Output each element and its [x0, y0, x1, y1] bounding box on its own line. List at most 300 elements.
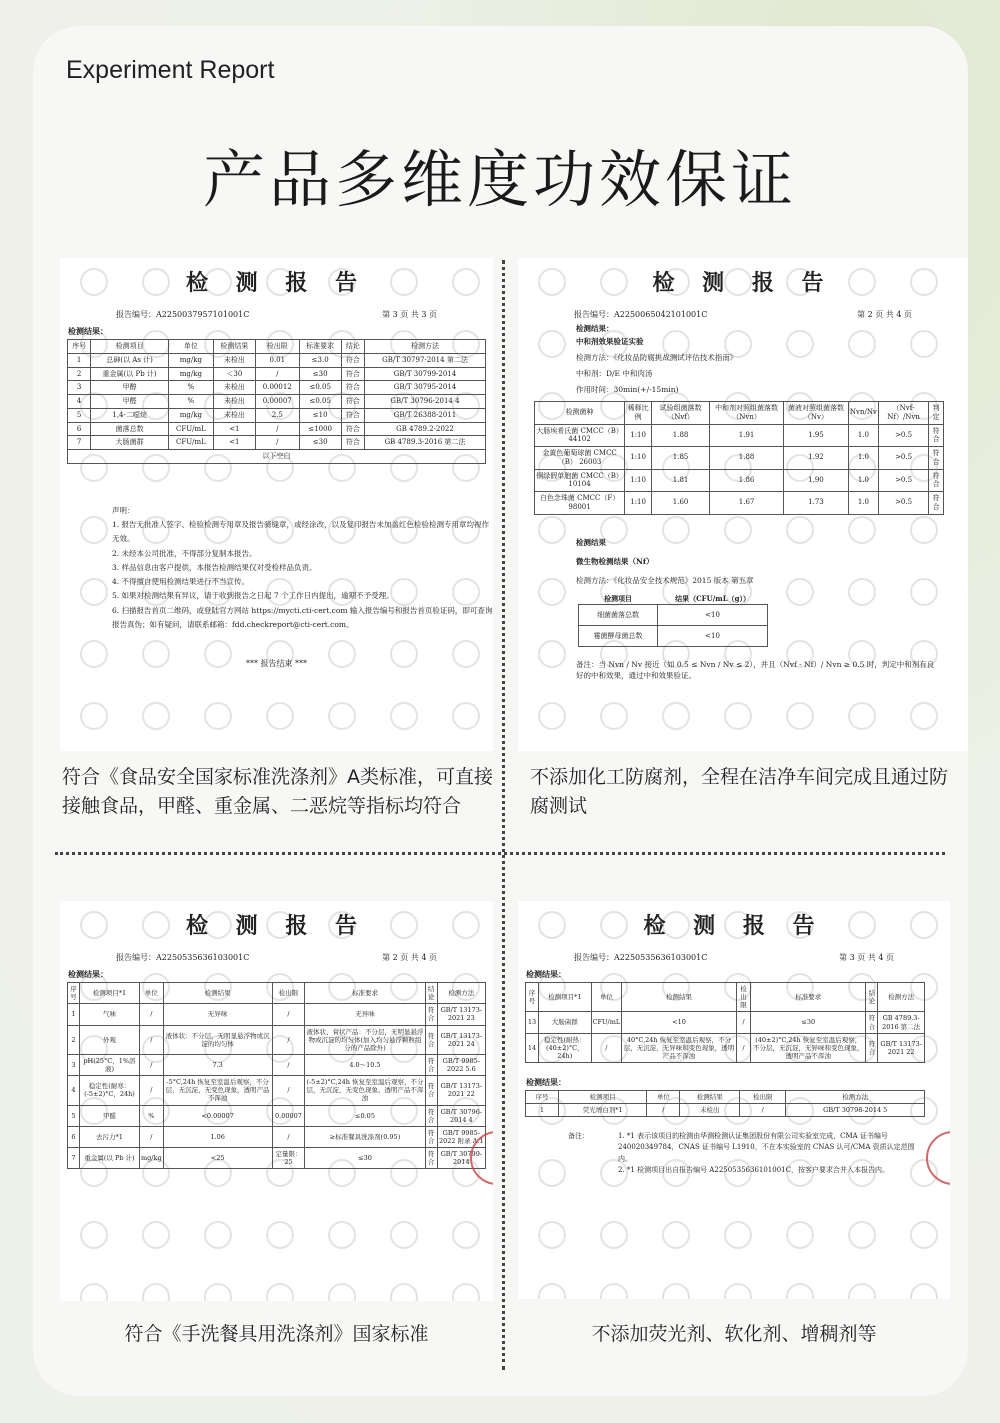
table-cell: ≥标准餐具洗涤剂(0.95) — [305, 1126, 425, 1147]
table-cell: GB/T 13173-2021 24 — [437, 1025, 485, 1054]
column-header: 序号 — [68, 983, 80, 1004]
table-cell: >0.5 — [878, 447, 928, 470]
watermark-icon — [538, 1283, 566, 1299]
watermark-icon — [452, 702, 480, 730]
table-cell: GB/T 13173-2021 22 — [437, 1076, 485, 1105]
note-item: 6. 扫描报告首页二维码，或登陆官方网站 https://mycti.cti-cert.com 输入报告编号和报告首页验证码，即可查询报告真伪；如有疑问，请联系邮箱：fdd.checkreport@cti-cert.com。 — [112, 605, 493, 629]
table-cell: GB/T 13173-2021 23 — [437, 1004, 485, 1025]
watermark-icon — [848, 1283, 876, 1299]
method-line: 检测方法：《化妆品防腐挑战测试评估技术指南》 — [576, 353, 738, 362]
table-cell: >0.5 — [878, 469, 928, 492]
column-header: 检测方法 — [878, 983, 925, 1012]
table-cell: 定量限：25 — [272, 1148, 305, 1169]
table-cell: ≤0.05 — [299, 395, 341, 409]
caption-2: 不添加化工防腐剂，全程在洁净车间完成且通过防腐测试 — [530, 766, 949, 817]
column-header: 稀释比例 — [625, 402, 652, 425]
column-header: 检测方法 — [437, 983, 485, 1004]
table-cell: 液体状：不分层，无明显悬浮物或沉淀的均匀体 — [163, 1025, 272, 1054]
table-cell: mg/kg — [139, 1148, 163, 1169]
column-header: 单位 — [139, 983, 163, 1004]
watermark-icon — [600, 702, 628, 730]
table-cell: 符合 — [929, 447, 944, 470]
table-cell: 去污力*1 — [79, 1126, 139, 1147]
column-header: 中和剂对照组菌落数（Nvn） — [710, 402, 784, 425]
table-cell: <10 — [658, 604, 768, 625]
table-cell: 1.86 — [710, 469, 784, 492]
caption-1: 符合《食品安全国家标准洗涤剂》A类标准，可直接接触食品，甲醛、重金属、二恶烷等指标均符合 — [62, 766, 493, 817]
watermark-icon — [786, 702, 814, 730]
column-header: 标准要求 — [299, 340, 341, 354]
table-row — [68, 353, 486, 367]
watermark-icon — [328, 1221, 356, 1249]
report-number: 报告编号：A2250037957101001C — [116, 310, 250, 319]
table-cell: ≤30 — [299, 436, 341, 450]
page-number: 第 2 页 共 4 页 — [857, 310, 912, 319]
table-cell: 符合 — [425, 1076, 437, 1105]
table-cell: GB/T 13173-2021 22 — [878, 1033, 925, 1062]
column-header: 检测项目 — [558, 1091, 646, 1104]
table-cell: ≤3.0 — [299, 353, 341, 367]
watermark-icon — [266, 1283, 294, 1301]
column-header: 单位 — [169, 340, 214, 354]
table-cell: 1.88 — [652, 424, 710, 447]
table-cell: 1.85 — [652, 447, 710, 470]
table-cell: / — [736, 1012, 750, 1033]
table-cell: 符合 — [341, 353, 364, 367]
watermark-icon — [910, 1221, 938, 1249]
table-cell: 1.73 — [784, 492, 849, 515]
watermark-icon — [142, 702, 170, 730]
table-row — [68, 395, 486, 409]
report-title: 检 测 报 告 — [643, 913, 825, 939]
page-number: 第 2 页 共 4 页 — [382, 953, 437, 962]
column-header: 标准要求 — [751, 983, 866, 1012]
watermark-icon — [452, 1221, 480, 1249]
table-cell: / — [740, 1104, 786, 1117]
section-label-2: 检测结果 — [576, 537, 606, 547]
table-cell: 14 — [526, 1033, 539, 1062]
column-header: 检出限 — [255, 340, 299, 354]
table-cell: ≤30 — [299, 367, 341, 381]
table-cell: / — [736, 1033, 750, 1062]
column-header: （Nvf-Nf）/Nvn — [878, 402, 928, 425]
table-cell: 液体状、膏状产品：不分层，无明显悬浮物或沉淀的均匀体(加入均匀悬浮颗粒组分的产品除外) — [305, 1025, 425, 1054]
table-row — [535, 447, 944, 470]
watermark-icon — [80, 1283, 108, 1301]
table-cell: 4.0～10.5 — [305, 1054, 425, 1075]
method-line-2: 检测方法：《化妆品安全技术规范》2015 版本 第五章 — [576, 575, 754, 585]
watermark-icon — [600, 1283, 628, 1299]
report-number: 报告编号：A2250065042101001C — [574, 310, 708, 319]
table-cell: 重金属(以 Pb 计) — [79, 1148, 139, 1169]
column-header: 菌液对照组菌落数（Nv） — [784, 402, 849, 425]
table-cell: ≤0.05 — [305, 1105, 425, 1126]
table-cell: 6 — [68, 1126, 80, 1147]
remark: 备注：当 Nvn / Nv 接近（如 0.5 ≤ Nvn / Nv ≤ 2），并且（Nvf - Nf）/ Nvn ≥ 0.5 时，判定中和剂有良好的中和效果，通过中和效果验证。 — [576, 659, 935, 680]
table-row — [68, 1025, 486, 1054]
table-cell: / — [139, 1004, 163, 1025]
fluorescent-table — [525, 1090, 925, 1117]
table-cell: 2 — [68, 1025, 80, 1054]
column-header: 单位 — [591, 983, 622, 1012]
watermark-icon — [848, 702, 876, 730]
table-row — [68, 367, 486, 381]
column-header: 检测项目*1 — [539, 983, 592, 1012]
table-row — [68, 1004, 486, 1025]
column-header: 检测项目 — [91, 340, 169, 354]
table-cell: 7.3 — [163, 1054, 272, 1075]
table-cell: 0.00007 — [272, 1105, 305, 1126]
column-header: 试验组菌落数（Nvf） — [652, 402, 710, 425]
table-cell: 符合 — [341, 436, 364, 450]
table-cell: 1 — [526, 1104, 559, 1117]
watermark-icon — [662, 1283, 690, 1299]
table-cell: 1.91 — [710, 424, 784, 447]
table-row — [535, 492, 944, 515]
time-line: 作用时间：30min(+/-15min) — [576, 385, 679, 394]
watermark-icon — [266, 1221, 294, 1249]
watermark-icon — [328, 1283, 356, 1301]
table-cell: / — [272, 1004, 305, 1025]
caption-4: 不添加荧光剂、软化剂、增稠剂等 — [591, 1323, 877, 1345]
table-cell: / — [139, 1126, 163, 1147]
column-header: 检出限 — [736, 983, 750, 1012]
table-cell: 1 — [68, 353, 91, 367]
table-row — [68, 1076, 486, 1105]
section-label: 检测结果： — [576, 324, 614, 333]
table-cell: 荧光增白剂*1 — [558, 1104, 646, 1117]
table-cell: 气味 — [79, 1004, 139, 1025]
column-header: 检出限 — [272, 983, 305, 1004]
table-cell: 符合 — [341, 367, 364, 381]
column-header: 结论 — [341, 340, 364, 354]
note-item: 1. 报告无批准人签字、检验检测专用章及报告骑缝章，或经涂改，以及复印报告未加盖红色检验检测专用章均视作无效。 — [112, 520, 490, 544]
column-header: 检测结果 — [213, 340, 255, 354]
table-cell: 重金属(以 Pb 计) — [91, 367, 169, 381]
report-title: 检 测 报 告 — [186, 270, 367, 296]
table-cell: 符合 — [929, 424, 944, 447]
table-cell: / — [272, 1076, 305, 1105]
table-cell: 1.0 — [848, 424, 878, 447]
note-item: 1. *1 表示该项目的检测由华测检测认证集团股份有限公司实验室完成，CMA 证书编号 240020349784，CNAS 证书编号 L1910，不在本实验室的 CNAS 认可/CMA 资质认定范围内。 — [618, 1132, 915, 1163]
table-cell: 2 — [68, 367, 91, 381]
results-table — [67, 339, 486, 464]
table-cell: 符合 — [929, 469, 944, 492]
table-cell: 1 — [68, 1004, 80, 1025]
table-cell: mg/kg — [169, 408, 214, 422]
table-cell: 7 — [68, 436, 91, 450]
table-row — [68, 1054, 486, 1075]
table-cell: 7 — [68, 1148, 80, 1169]
table-cell: 大肠菌群 — [539, 1012, 592, 1033]
report-number: 报告编号：A2250535636103001C — [116, 953, 250, 962]
table-cell: / — [139, 1076, 163, 1105]
column-header: 检测菌种 — [535, 402, 625, 425]
report-title: 检 测 报 告 — [652, 270, 834, 296]
note-item: 4. 不得擅自使用检测结果进行不当宣传。 — [112, 577, 250, 586]
table-cell: 1:10 — [625, 469, 652, 492]
column-header: 标准要求 — [305, 983, 425, 1004]
table-cell: 符合 — [341, 381, 364, 395]
table-cell: 符合 — [425, 1054, 437, 1075]
table-cell: 6 — [68, 422, 91, 436]
table-cell: 符合 — [425, 1148, 437, 1169]
table-cell: GB 4789.3-2016 第二法 — [878, 1012, 925, 1033]
table-cell: 符合 — [425, 1105, 437, 1126]
table-row — [68, 436, 486, 450]
table-cell: 1,4-二噁烷 — [91, 408, 169, 422]
table-cell: / — [255, 436, 299, 450]
table-cell: 5 — [68, 1105, 80, 1126]
table-cell: 0.01 — [255, 353, 299, 367]
watermark-icon — [786, 1221, 814, 1249]
note-item: 5. 如果对检测结果有异议，请于收到报告之日起 7 个工作日内提出，逾期不予受理。 — [112, 591, 394, 601]
column-header: 检测项目 — [604, 593, 633, 603]
watermark-icon — [204, 1221, 232, 1249]
watermark-icon — [142, 1221, 170, 1249]
watermark-icon — [452, 1283, 480, 1301]
report-image-2 — [518, 258, 968, 751]
table-cell: 稳定性(耐寒：(-5±2)°C，24h) — [79, 1076, 139, 1105]
table-cell: / — [272, 1054, 305, 1075]
column-header: 检测结果 — [680, 1091, 740, 1104]
column-header: 检测方法 — [786, 1091, 925, 1104]
column-header: 序号 — [68, 340, 91, 354]
blank-note: 以下空白 — [68, 450, 486, 464]
column-header: 判定 — [929, 402, 944, 425]
table-cell: 1.92 — [784, 447, 849, 470]
declaration — [112, 504, 493, 632]
table-cell: ≤10 — [299, 408, 341, 422]
table-cell: % — [169, 381, 214, 395]
table-cell: >0.5 — [878, 492, 928, 515]
table-cell: / — [255, 367, 299, 381]
note-item: 3. 样品信息由客户提供，本报告检测结果仅对受检样品负责。 — [112, 562, 317, 572]
table-cell: 符合 — [425, 1004, 437, 1025]
watermark-icon — [538, 1221, 566, 1249]
table-cell: CFU/mL — [169, 436, 214, 450]
column-header: 检测结果 — [622, 983, 737, 1012]
watermark-icon — [204, 1283, 232, 1301]
table-cell: 未检出 — [680, 1104, 740, 1117]
column-header: 检测方法 — [364, 340, 485, 354]
table-cell: 甲醛 — [79, 1105, 139, 1126]
micro-subsection: 微生物检测结果（Nf） — [576, 556, 654, 566]
horizontal-divider — [55, 852, 945, 855]
table-cell: 未检出 — [213, 395, 255, 409]
table-row — [68, 408, 486, 422]
watermark-icon — [910, 702, 938, 730]
table-cell: ＜30 — [213, 367, 255, 381]
watermark-icon — [600, 1221, 628, 1249]
table-row — [68, 1148, 486, 1169]
table-cell: 1.88 — [710, 447, 784, 470]
table-cell: 1:10 — [625, 424, 652, 447]
table-cell: <10 — [658, 625, 768, 646]
table-cell: mg/kg — [169, 353, 214, 367]
table-cell: 无异味 — [305, 1004, 425, 1025]
table-cell: 霉菌酵母菌总数 — [579, 625, 658, 646]
table-cell: CFU/mL — [591, 1012, 622, 1033]
report-image-4 — [518, 901, 950, 1299]
table-row — [68, 381, 486, 395]
watermark-icon — [786, 1283, 814, 1299]
table-cell: 甲醇 — [91, 381, 169, 395]
table-cell: / — [272, 1126, 305, 1147]
table-cell: % — [169, 395, 214, 409]
table-cell: GB/T 30798-2014 5 — [786, 1104, 925, 1117]
page-number: 第 3 页 共 4 页 — [839, 953, 894, 962]
table-row — [526, 1012, 925, 1033]
table-cell: / — [139, 1054, 163, 1075]
table-cell: 无异味 — [163, 1004, 272, 1025]
table-cell: 4 — [68, 395, 91, 409]
column-header: 单位 — [647, 1091, 680, 1104]
watermark-icon — [328, 702, 356, 730]
table-cell: 未检出 — [213, 353, 255, 367]
table-cell: 1.81 — [652, 469, 710, 492]
table-cell: 1.95 — [784, 424, 849, 447]
neutralizer-line: 中和剂：D/E 中和肉汤 — [576, 369, 653, 378]
report-end-mark: *** 报告结束 *** — [245, 659, 308, 668]
caption-3: 符合《手洗餐具用洗涤剂》国家标准 — [124, 1323, 429, 1345]
table-cell: GB/T 9985-2022 5.6 — [437, 1054, 485, 1075]
note-item: 2. *1 检测项目出自报告编号 A2250535636101001C，按客户要求合并入本报告内。 — [618, 1165, 889, 1174]
watermark-icon — [724, 1283, 752, 1299]
table-cell: 0.00007 — [255, 395, 299, 409]
table-cell: GB 4789.3-2016 第二法 — [364, 436, 485, 450]
table-row — [68, 1105, 486, 1126]
column-header: 结论 — [425, 983, 437, 1004]
watermark-icon — [204, 702, 232, 730]
watermark-icon — [724, 1221, 752, 1249]
table-cell: 1.90 — [784, 469, 849, 492]
table-cell: 大肠埃希氏菌 CMCC（B） 44102 — [535, 424, 625, 447]
neutralizer-table — [534, 401, 944, 515]
results-table — [67, 982, 486, 1169]
table-cell: 白色念珠菌 CMCC（F） 98001 — [535, 492, 625, 515]
watermark-icon — [80, 1221, 108, 1249]
table-cell: 1:10 — [625, 447, 652, 470]
micro-table — [578, 594, 768, 647]
section-label: 检测结果： — [68, 326, 108, 336]
table-cell: 1.0 — [848, 469, 878, 492]
table-cell: GB/T 26388-2011 — [364, 408, 485, 422]
table-cell: 未检出 — [213, 381, 255, 395]
table-row — [526, 1033, 925, 1062]
table-cell: 符合 — [341, 422, 364, 436]
column-header: Nvn/Nv — [848, 402, 878, 425]
vertical-divider — [502, 260, 505, 1370]
table-row — [535, 469, 944, 492]
table-cell: 1.67 — [710, 492, 784, 515]
table-cell: <10 — [622, 1012, 737, 1033]
table-cell: GB/T 30795-2014 — [364, 381, 485, 395]
section-label: 检测结果： — [526, 969, 566, 979]
section-label: 检测结果： — [68, 969, 108, 979]
table-cell: 甲醛 — [91, 395, 169, 409]
table-cell: 符合 — [425, 1126, 437, 1147]
column-header: 检测结果 — [163, 983, 272, 1004]
watermark-icon — [910, 1283, 938, 1299]
table-cell: GB/T 9985-2022 附录 A.1 — [437, 1126, 485, 1147]
watermark-icon — [662, 702, 690, 730]
table-cell: GB/T 30799-2014 — [437, 1148, 485, 1169]
table-cell: 1.06 — [163, 1126, 272, 1147]
table-cell: 金黄色葡萄球菌 CMCC（B） 26003 — [535, 447, 625, 470]
watermark-icon — [80, 702, 108, 730]
table-cell: <25 — [163, 1148, 272, 1169]
table-cell: GB/T 30796-2014 4 — [364, 395, 485, 409]
table-row — [579, 625, 768, 646]
table-cell: pH(25°C，1%溶液) — [79, 1054, 139, 1075]
watermark-icon — [662, 1221, 690, 1249]
table-cell: 符合 — [341, 408, 364, 422]
table-row — [68, 422, 486, 436]
column-header: 序号 — [526, 1091, 559, 1104]
table-cell: <1 — [213, 436, 255, 450]
page-title: 产品多维度功效保证 — [202, 143, 797, 216]
table-cell: 外观 — [79, 1025, 139, 1054]
report-image-1 — [60, 258, 493, 751]
table-cell: 0.00012 — [255, 381, 299, 395]
column-header: 结果（CFU/mL（g）） — [675, 593, 751, 603]
watermark-icon — [390, 1283, 418, 1301]
table-cell: 1.0 — [848, 447, 878, 470]
report-image-3 — [60, 901, 493, 1301]
table-cell: 3 — [68, 381, 91, 395]
table-cell: / — [647, 1104, 680, 1117]
table-cell: <0.00007 — [163, 1105, 272, 1126]
watermark-icon — [390, 1221, 418, 1249]
watermark-icon — [266, 702, 294, 730]
table-row — [535, 424, 944, 447]
table-cell: 5 — [68, 408, 91, 422]
remark-label: 备注： — [568, 1132, 589, 1141]
table-cell: 符合 — [341, 395, 364, 409]
table-cell: 稳定性(耐热：(40±2)°C，24h) — [539, 1033, 592, 1062]
table-cell: ≤30 — [305, 1148, 425, 1169]
column-header: 检测项目*1 — [79, 983, 139, 1004]
table-row — [526, 1104, 925, 1117]
eyebrow-label: Experiment Report — [66, 56, 275, 84]
table-cell: / — [272, 1025, 305, 1054]
table-cell: >0.5 — [878, 424, 928, 447]
column-header: 序号 — [526, 983, 539, 1012]
section-label-2: 检测结果： — [526, 1077, 566, 1087]
results-table — [525, 982, 925, 1063]
report-title: 检 测 报 告 — [186, 913, 367, 939]
table-cell: -5°C,24h 恢复至室温后观察，不分层，无沉淀，无变色现象，透明产品不浑浊 — [163, 1076, 272, 1105]
table-cell: 4 — [68, 1076, 80, 1105]
table-cell: GB/T 30796-2014 4 — [437, 1105, 485, 1126]
table-cell: 铜绿假单胞菌 CMCC（B） 10104 — [535, 469, 625, 492]
table-cell: 符合 — [929, 492, 944, 515]
table-cell: GB/T 30797-2014 第二法 — [364, 353, 485, 367]
table-cell: 3 — [68, 1054, 80, 1075]
declaration-title: 声明： — [112, 505, 135, 515]
report-number: 报告编号：A2250535636103001C — [574, 953, 708, 962]
table-cell: / — [591, 1033, 622, 1062]
table-cell: 菌落总数 — [91, 422, 169, 436]
watermark-icon — [724, 702, 752, 730]
table-cell: 总砷(以 As 计) — [91, 353, 169, 367]
table-cell: 1.0 — [848, 492, 878, 515]
table-cell: 1:10 — [625, 492, 652, 515]
table-cell: 1.60 — [652, 492, 710, 515]
page-number: 第 3 页 共 3 页 — [382, 310, 437, 319]
table-cell: % — [139, 1105, 163, 1126]
